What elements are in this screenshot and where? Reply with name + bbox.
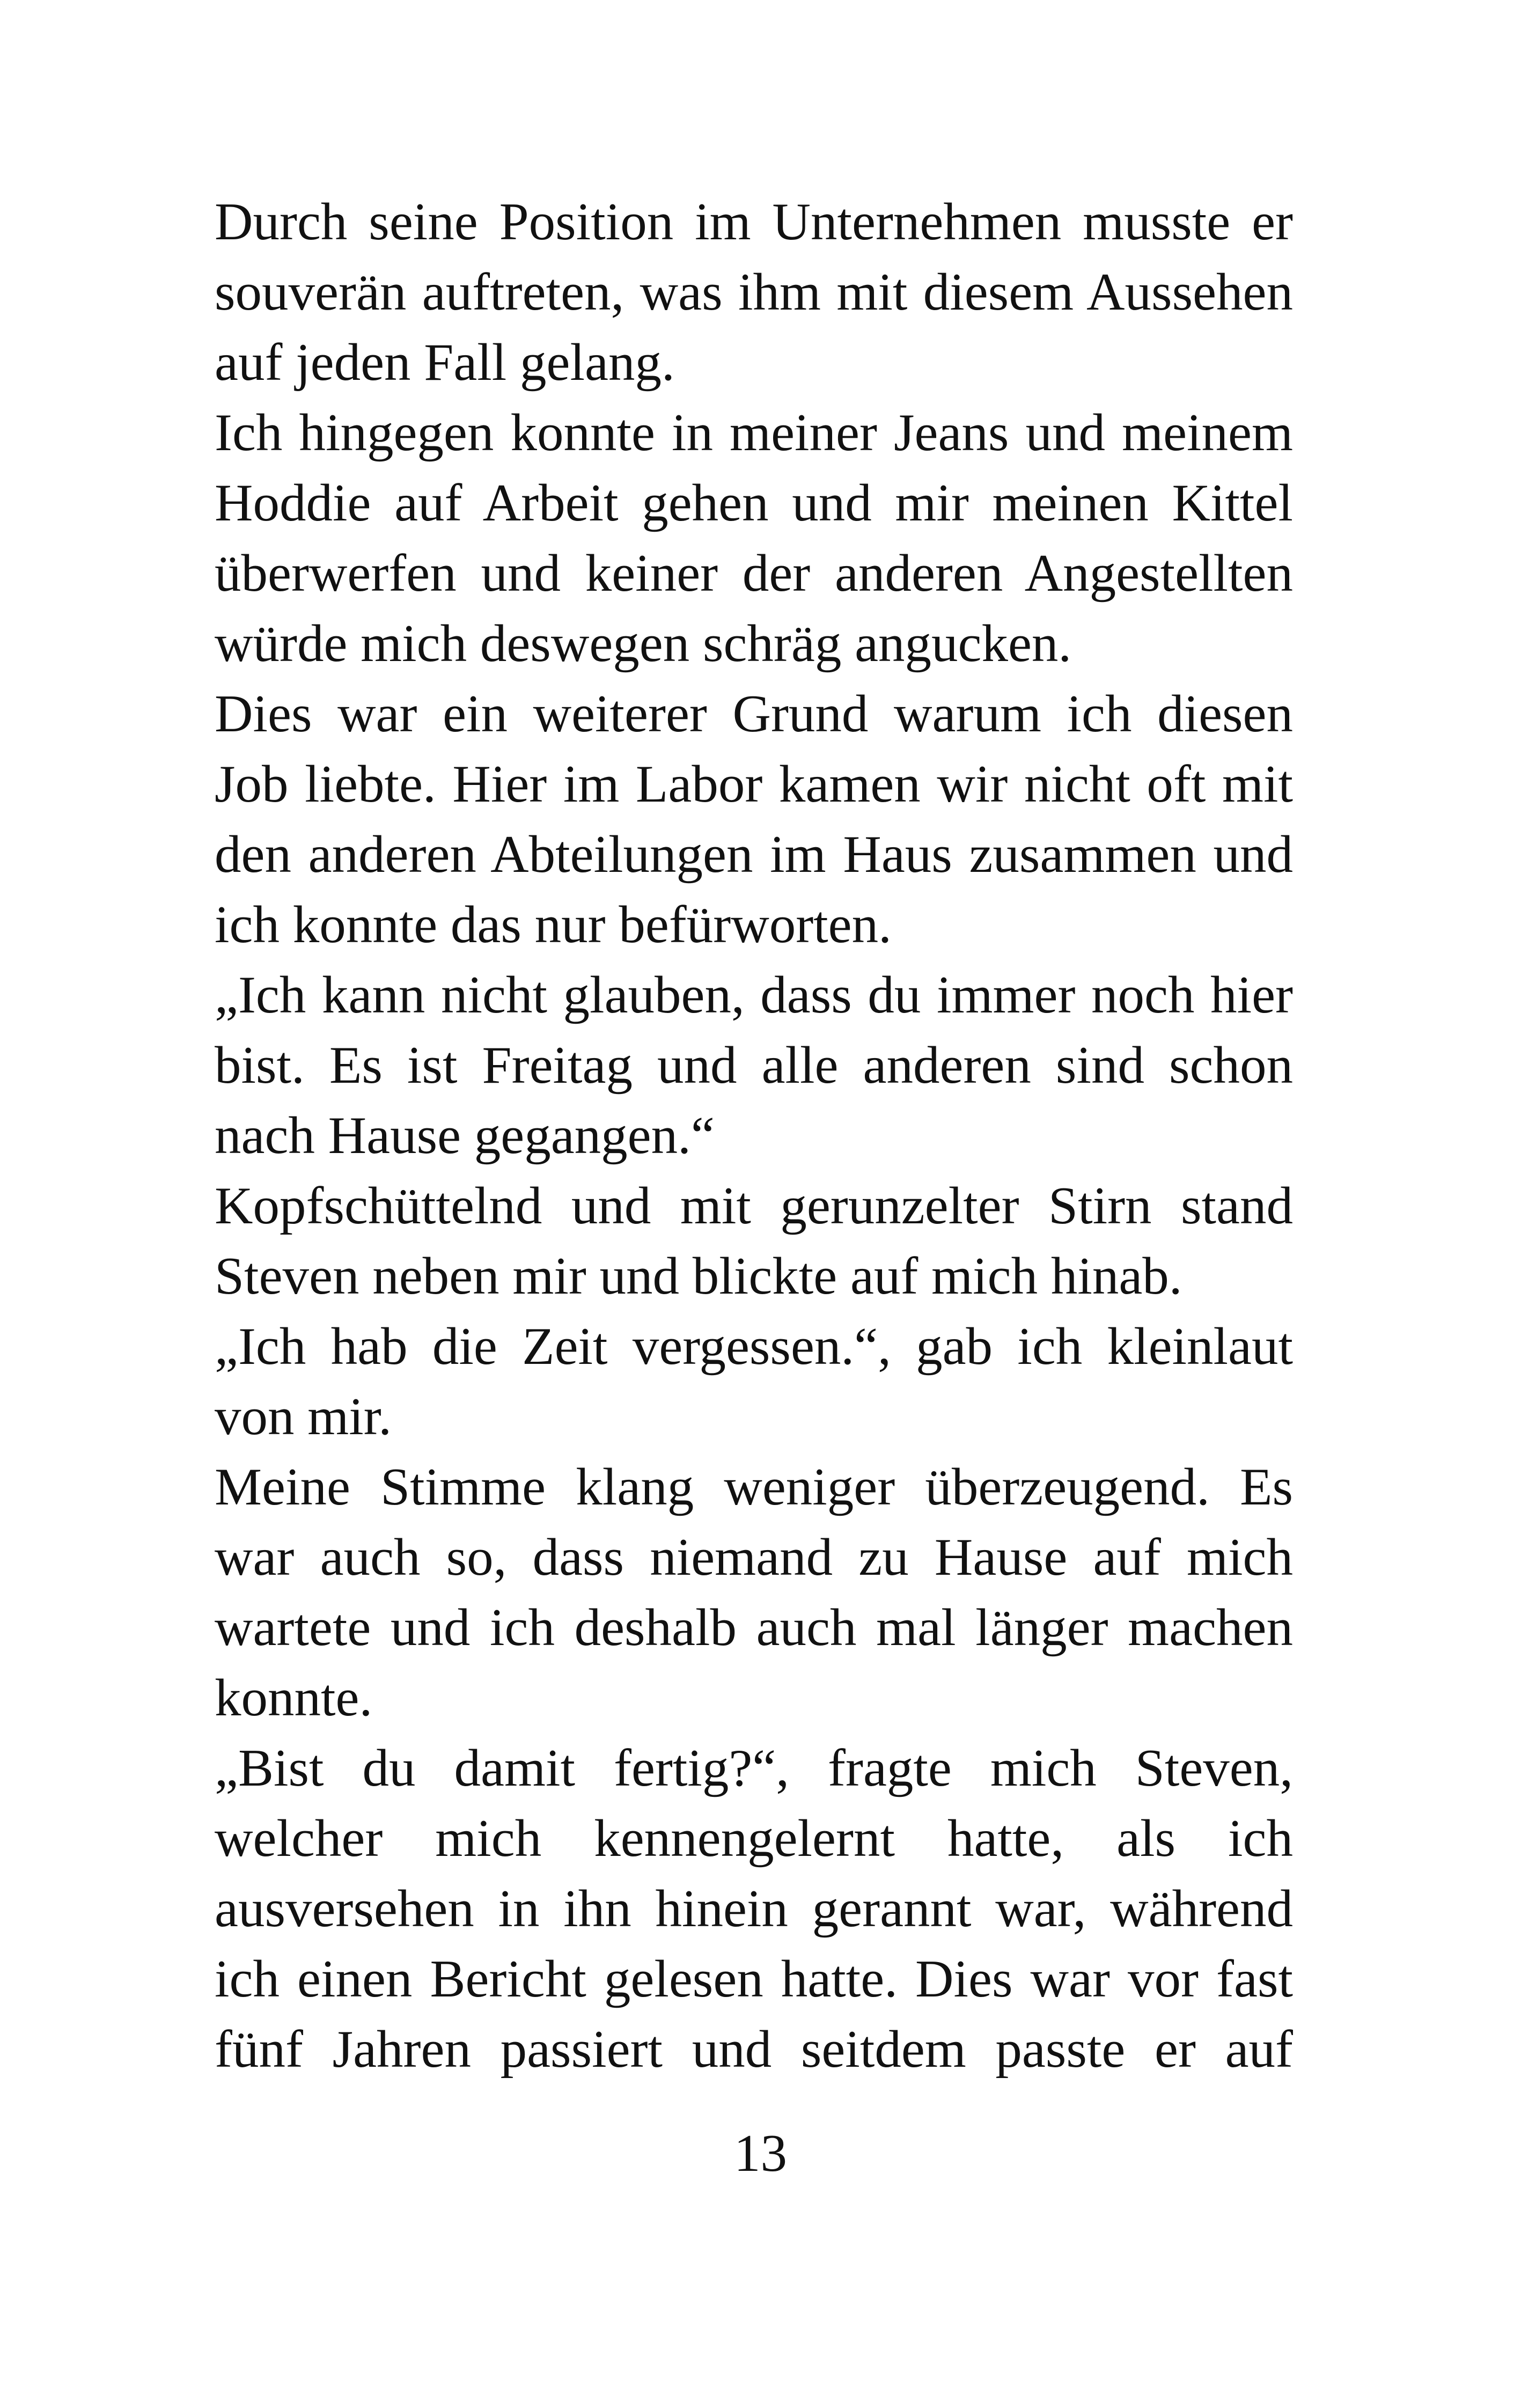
text-line: den anderen Abteilungen im Haus zusammen und <box>215 825 1293 884</box>
text-line: fünf Jahren passiert und seitdem passte er auf <box>215 2020 1293 2079</box>
text-line: überwerfen und keiner der anderen Angestellten <box>215 544 1293 603</box>
text-line: nach Hause gegangen.“ <box>215 1106 715 1165</box>
text-line: war auch so, dass niemand zu Hause auf mich <box>215 1528 1293 1587</box>
text-line: ausversehen in ihn hinein gerannt war, während <box>215 1880 1293 1938</box>
text-line: „Ich hab die Zeit vergessen.“, gab ich kleinlaut <box>215 1317 1293 1376</box>
text-line: Ich hingegen konnte in meiner Jeans und meinem <box>215 403 1293 462</box>
text-line: welcher mich kennengelernt hatte, als ich <box>215 1809 1293 1868</box>
text-line: von mir. <box>215 1387 392 1446</box>
text-line: „Bist du damit fertig?“, fragte mich Steven, <box>215 1739 1293 1797</box>
text-line: auf jeden Fall gelang. <box>215 333 675 392</box>
text-line: wartete und ich deshalb auch mal länger machen <box>215 1598 1293 1657</box>
text-line: „Ich kann nicht glauben, dass du immer noch hier <box>215 966 1293 1024</box>
body-text <box>215 187 1293 2084</box>
text-line: würde mich deswegen schräg angucken. <box>215 614 1072 673</box>
text-line: souverän auftreten, was ihm mit diesem Aussehen <box>215 263 1293 321</box>
text-line: Kopfschüttelnd und mit gerunzelter Stirn stand <box>215 1177 1293 1235</box>
text-line: Hoddie auf Arbeit gehen und mir meinen Kittel <box>215 474 1293 532</box>
page-number: 13 <box>734 2124 787 2183</box>
text-line: Dies war ein weiterer Grund warum ich diesen <box>215 685 1293 743</box>
text-line: konnte. <box>215 1669 373 1727</box>
text-line: Job liebte. Hier im Labor kamen wir nicht oft mit <box>215 755 1293 813</box>
text-line: Durch seine Position im Unternehmen musste er <box>215 193 1293 251</box>
text-line: ich konnte das nur befürworten. <box>215 895 892 954</box>
text-line: Steven neben mir und blickte auf mich hinab. <box>215 1247 1182 1305</box>
text-line: Meine Stimme klang weniger überzeugend. Es <box>215 1458 1293 1516</box>
text-line: ich einen Bericht gelesen hatte. Dies war vor fast <box>215 1950 1293 2008</box>
text-line: bist. Es ist Freitag und alle anderen sind schon <box>215 1036 1293 1095</box>
